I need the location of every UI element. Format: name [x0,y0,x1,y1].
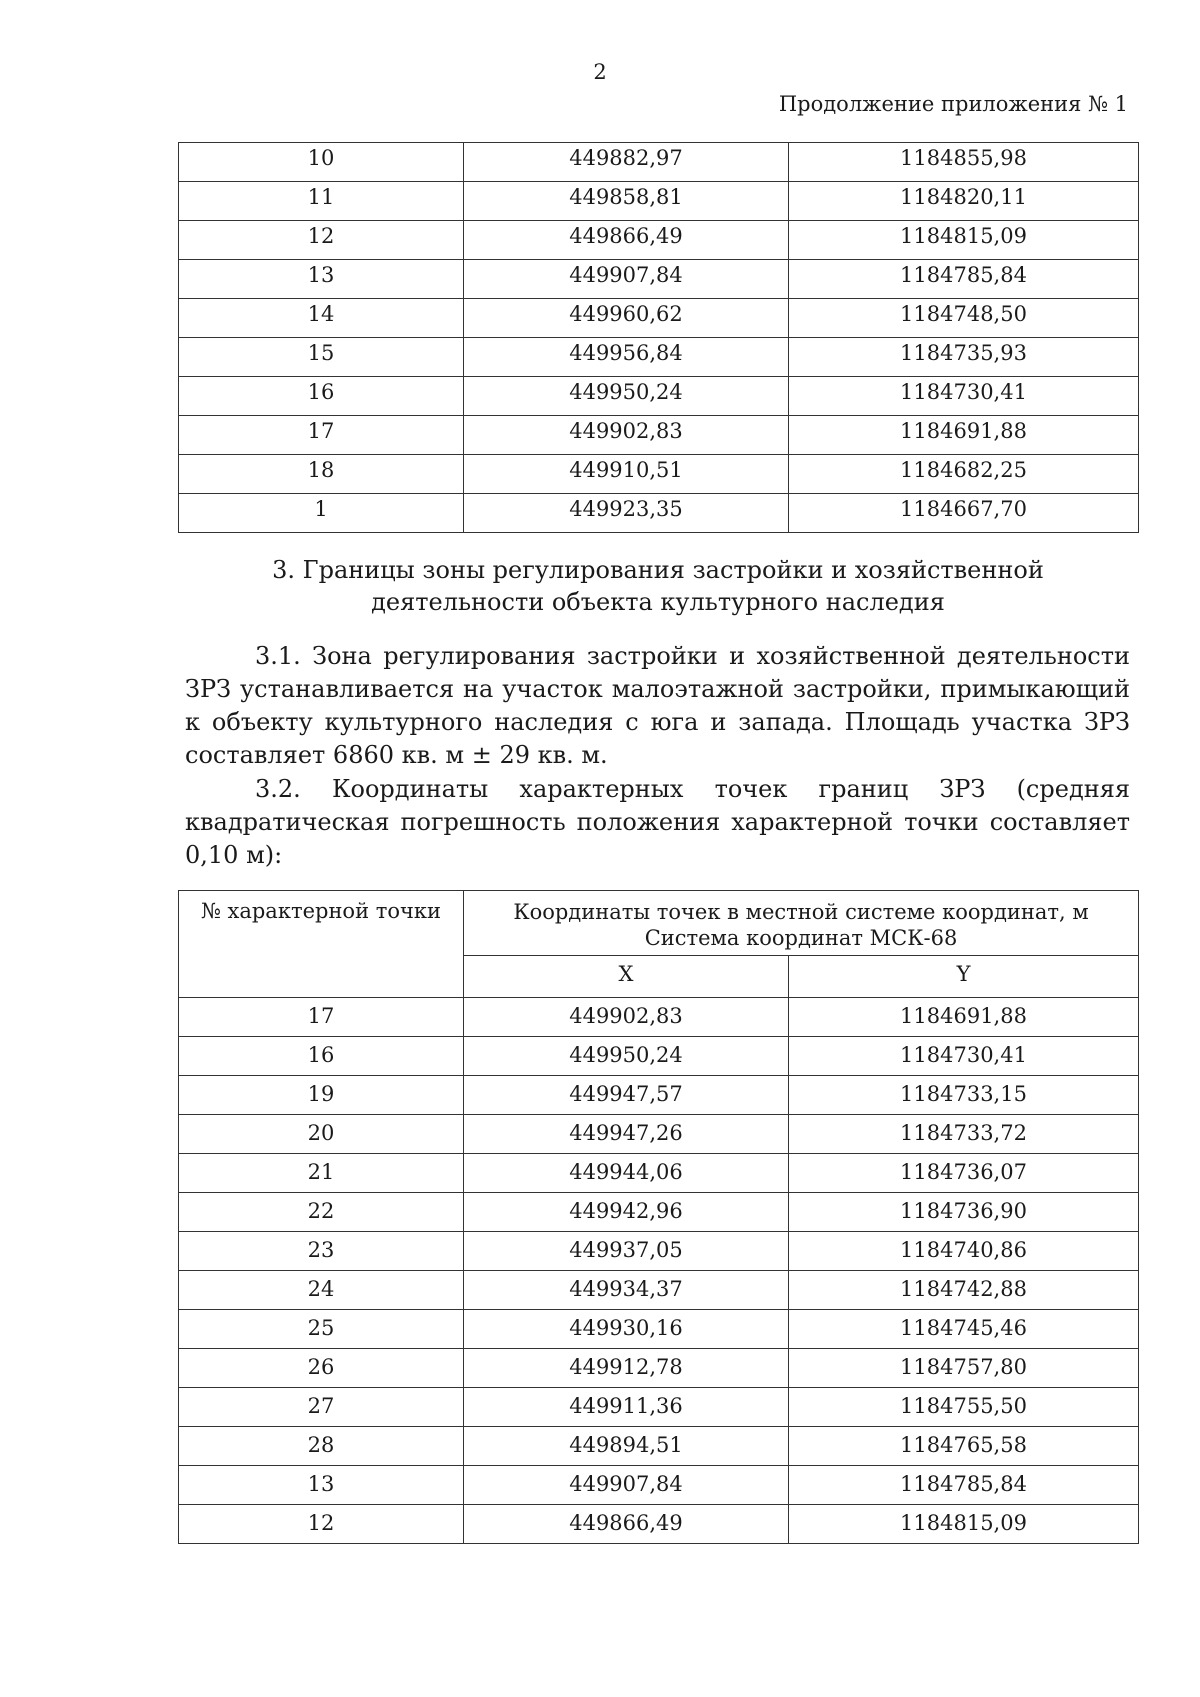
cell-num: 17 [179,998,464,1037]
cell-x: 449923,35 [464,494,789,533]
cell-y: 1184735,93 [789,338,1139,377]
cell-x: 449942,96 [464,1193,789,1232]
cell-x: 449910,51 [464,455,789,494]
table-row [179,299,1139,338]
table-row [179,1505,1139,1544]
header-coordinates [464,891,1139,956]
table-row [179,143,1139,182]
table-row [179,182,1139,221]
cell-y: 1184815,09 [789,1505,1139,1544]
cell-y: 1184740,86 [789,1232,1139,1271]
table-row [179,494,1139,533]
cell-num: 10 [179,143,464,182]
cell-y: 1184682,25 [789,455,1139,494]
cell-y: 1184733,72 [789,1115,1139,1154]
cell-y: 1184733,15 [789,1076,1139,1115]
table-row [179,1193,1139,1232]
cell-x: 449858,81 [464,182,789,221]
cell-x: 449911,36 [464,1388,789,1427]
table-row [179,1154,1139,1193]
cell-x: 449950,24 [464,1037,789,1076]
cell-y: 1184748,50 [789,299,1139,338]
cell-num: 21 [179,1154,464,1193]
cell-x: 449866,49 [464,221,789,260]
cell-num: 11 [179,182,464,221]
cell-num: 24 [179,1271,464,1310]
table-row [179,1388,1139,1427]
cell-x: 449912,78 [464,1349,789,1388]
cell-y: 1184745,46 [789,1310,1139,1349]
table-row [179,338,1139,377]
page-number: 2 [593,60,607,84]
section-3-title-line-2: деятельности объекта культурного наследия [371,588,945,616]
cell-x: 449947,57 [464,1076,789,1115]
header-coordinates-line-1: Координаты точек в местной системе координат, м [513,900,1089,924]
header-coordinates-line-2: Система координат МСК-68 [644,926,958,950]
cell-num: 14 [179,299,464,338]
cell-y: 1184757,80 [789,1349,1139,1388]
section-3-title [178,554,1138,618]
cell-x: 449894,51 [464,1427,789,1466]
cell-y: 1184785,84 [789,260,1139,299]
cell-x: 449930,16 [464,1310,789,1349]
paragraph-3-2: 3.2. Координаты характерных точек границ ЗРЗ (средняя квадратическая погрешность положения характерной точки составляет 0,10 м): [185,775,1130,869]
cell-x: 449902,83 [464,998,789,1037]
cell-num: 28 [179,1427,464,1466]
cell-x: 449937,05 [464,1232,789,1271]
cell-num: 22 [179,1193,464,1232]
cell-num: 13 [179,1466,464,1505]
cell-num: 19 [179,1076,464,1115]
cell-y: 1184736,07 [789,1154,1139,1193]
cell-y: 1184691,88 [789,998,1139,1037]
table-row [179,998,1139,1037]
cell-num: 12 [179,1505,464,1544]
table-row [179,221,1139,260]
cell-x: 449902,83 [464,416,789,455]
cell-x: 449934,37 [464,1271,789,1310]
cell-num: 13 [179,260,464,299]
coordinates-table-continued [178,142,1139,533]
table-row [179,1427,1139,1466]
cell-x: 449907,84 [464,260,789,299]
zrz-coordinates-table [178,890,1139,1544]
cell-y: 1184815,09 [789,221,1139,260]
table-row [179,1232,1139,1271]
cell-y: 1184691,88 [789,416,1139,455]
cell-num: 26 [179,1349,464,1388]
table-row [179,455,1139,494]
table-row [179,1466,1139,1505]
header-x: X [464,956,789,998]
table-row [179,416,1139,455]
cell-y: 1184736,90 [789,1193,1139,1232]
zrz-table-header [179,891,1139,998]
coordinates-table-continued-body [179,143,1139,533]
zrz-table-body [179,998,1139,1544]
table-row [179,1310,1139,1349]
cell-x: 449956,84 [464,338,789,377]
cell-num: 25 [179,1310,464,1349]
cell-x: 449947,26 [464,1115,789,1154]
section-3-title-line-1: 3. Границы зоны регулирования застройки и хозяйственной [272,556,1044,584]
cell-y: 1184820,11 [789,182,1139,221]
cell-x: 449944,06 [464,1154,789,1193]
cell-x: 449882,97 [464,143,789,182]
cell-y: 1184667,70 [789,494,1139,533]
cell-y: 1184855,98 [789,143,1139,182]
table-row [179,377,1139,416]
cell-num: 18 [179,455,464,494]
cell-num: 17 [179,416,464,455]
cell-num: 12 [179,221,464,260]
header-y: Y [789,956,1139,998]
appendix-note: Продолжение приложения № 1 [778,92,1128,116]
cell-num: 23 [179,1232,464,1271]
cell-y: 1184730,41 [789,377,1139,416]
cell-num: 16 [179,1037,464,1076]
table-row [179,1076,1139,1115]
table-row [179,1037,1139,1076]
cell-num: 20 [179,1115,464,1154]
table-row [179,1115,1139,1154]
cell-y: 1184730,41 [789,1037,1139,1076]
table-row [179,1349,1139,1388]
paragraph-3-1: 3.1. Зона регулирования застройки и хозяйственной деятельности ЗРЗ устанавливается на участок малоэтажной застройки, примыкающий к объекту культурного наследия с юга и запада. Площадь участка ЗРЗ составляет 6860 кв. м ± 29 кв. м. [185,642,1130,769]
header-point-number: № характерной точки [179,891,464,998]
table-row [179,260,1139,299]
cell-x: 449907,84 [464,1466,789,1505]
cell-num: 16 [179,377,464,416]
cell-x: 449960,62 [464,299,789,338]
cell-num: 1 [179,494,464,533]
cell-num: 27 [179,1388,464,1427]
cell-num: 15 [179,338,464,377]
cell-y: 1184755,50 [789,1388,1139,1427]
cell-y: 1184742,88 [789,1271,1139,1310]
cell-y: 1184765,58 [789,1427,1139,1466]
table-row [179,1271,1139,1310]
cell-y: 1184785,84 [789,1466,1139,1505]
cell-x: 449866,49 [464,1505,789,1544]
cell-x: 449950,24 [464,377,789,416]
